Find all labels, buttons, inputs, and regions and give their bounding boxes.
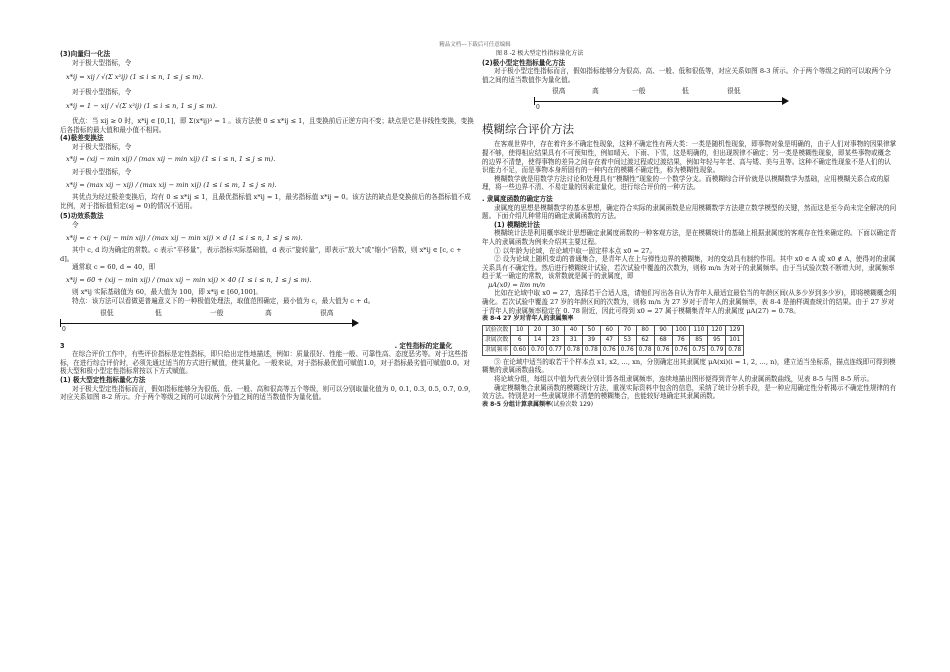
scale-zero: 0	[62, 325, 66, 333]
table-cell: 0.78	[636, 345, 654, 355]
s1-title: (1) 极大型定性指标量化方法	[60, 376, 146, 385]
frequency-table	[482, 325, 744, 356]
table-cell: 0.76	[654, 345, 672, 355]
min-type-scale-figure	[482, 87, 897, 119]
scale-r-origin-tick	[534, 97, 535, 105]
table-cell: 80	[636, 325, 654, 335]
table-cell: 0.76	[600, 345, 618, 355]
s4-formula-2: x*ij = (max xij − xij) / (max xij − min xij) (1 ≤ i ≤ m, 1 ≤ j ≤ n).	[66, 180, 277, 189]
table-cell: 20	[529, 325, 547, 335]
s3-large-text: 对于极大型指标，令	[72, 58, 132, 67]
s-def-number: 3	[60, 341, 65, 350]
table-cell: 0.75	[690, 345, 708, 355]
scale-axis	[60, 323, 352, 324]
table-cell: 6	[511, 335, 529, 345]
table-cell: 23	[547, 335, 565, 345]
table-cell: 62	[636, 335, 654, 345]
step-2-formula: μA(x0) = lim m/n	[488, 280, 546, 289]
step-3: ③ 在论域中适当的取若干个样本点 x1, x2, …, xn，分别确定出其隶属度 μA(xi)(i = 1, 2, …, n)，建立适当坐标系，描点连线即可得到模糊集的隶属函数曲线。	[482, 357, 896, 375]
main-section-title: 模糊综合评价方法	[482, 122, 574, 137]
membership-paragraph: 隶属度的思想是模糊数学的基本思想，确定符合实际的隶属函数是应用模糊数学方法建立数学模型的关键，然而这是至今尚未完全解决的问题。下面介绍几种常用的确定隶属函数的方法。	[482, 203, 897, 221]
s3-title: (3)向量归一化法	[60, 50, 111, 58]
table-8-4-caption: 表 8-4 27 岁对青年人的隶属频率	[482, 315, 574, 323]
table-cell: 0.70	[529, 345, 547, 355]
table-cell: 70	[618, 325, 636, 335]
s5-formula-1: x*ij = c + (xij − min xij) / (max xij − min xij) × d (1 ≤ i ≤ n, 1 ≤ j ≤ m).	[66, 233, 303, 242]
table-cell: 30	[547, 325, 565, 335]
s1-paragraph: 对于极大型定性指标而言，假如指标能够分为很低、低、一般、高和很高等五个等级，则可以分别取量化值为 0, 0.1, 0.3, 0.5, 0.7, 0.9，对应关系如图 8-2 所示。介于两个等级之间的可以取两个分值之间的适当数值作为量化值。	[60, 384, 475, 402]
table-cell: 40	[564, 325, 582, 335]
scale-label-5: 很高	[320, 308, 334, 317]
intro-paragraph-2: 模糊数学就是用数学方法讨论和处理具有“模糊性”现象的一个数学分支。而模糊综合评价就是以模糊数学为基础，应用模糊关系合成的原理，将一些边界不清、不易定量的因素定量化，进行综合评价的一种方法。	[482, 174, 890, 192]
table-cell: 39	[582, 335, 600, 345]
scale-r-axis	[534, 101, 782, 102]
table-8-5-title: 表 8-5 分组计算隶属频率	[482, 400, 552, 408]
membership-title: . 隶属度函数的确定方法	[482, 194, 553, 203]
scale-origin-tick	[60, 319, 61, 327]
s3-small-text: 对于极小型指标，令	[72, 87, 132, 96]
table-cell: 95	[708, 335, 726, 345]
table-cell: 68	[654, 335, 672, 345]
table-cell: 90	[654, 325, 672, 335]
max-type-scale-figure	[60, 309, 475, 339]
scale-r-label-4: 低	[682, 87, 689, 96]
fig-8-2-caption: 图 8 -2 极大型定性指标量化方法	[496, 50, 584, 57]
s5-tedian: 特点：该方法可以看做更普遍意义下的一种极值处理法，取值范围确定，最小值为 c，最大值为 c + d。	[72, 297, 375, 306]
table-cell: 0.78	[564, 345, 582, 355]
step-1: ① 以年龄为论域，在论域中取一固定样本点 x0 = 27。	[494, 246, 657, 255]
scale-r-zero: 0	[536, 104, 540, 112]
scale-r-label-3: 一般	[632, 87, 646, 96]
s-def-title	[60, 342, 475, 351]
table-row-hits	[483, 335, 744, 345]
table-cell: 60	[600, 325, 618, 335]
s4-small-text: 对于极小型指标，令	[72, 167, 132, 176]
table-cell: 31	[564, 335, 582, 345]
table-cell: 100	[672, 325, 690, 335]
s-def-paragraph: 在综合评价工作中，有些评价指标是定性指标，即只给出定性地描述，例如：质量很好、性能一般、可靠性高、态度恶劣等。对于这些指标，在进行综合评价时，必须先通过适当的方式进行赋值，使其量化。一般来说，对于指标最优值可赋值1.0，对于指标最劣值可赋值0.0。对极大型和极小型定性指标常按以下方式赋值。	[60, 350, 471, 376]
table-cell: 0.60	[511, 345, 529, 355]
s5-desc-1: 其中 c, d 均为确定的常数。c 表示“平移量”，表示指标实际基础值，d 表示“旋转量”，即表示“放大”或“缩小”倍数，则 x*ij ∈ [c, c + d]。	[60, 246, 462, 263]
table-cell: 120	[708, 325, 726, 335]
s3-formula-1: x*ij = xij / √(Σ x²ij) (1 ≤ i ≤ n, 1 ≤ j ≤ m).	[66, 73, 204, 82]
scale-r-label-2: 高	[592, 87, 599, 96]
s-def-title-text: . 定性指标的定量化	[394, 341, 453, 350]
table-cell: 129	[726, 325, 744, 335]
s4-formula-1: x*ij = (xij − min xij) / (max xij − min xij) (1 ≤ i ≤ n, 1 ≤ j ≤ m).	[66, 155, 276, 164]
s5-formula-2: x*ij = 60 + (xij − min xij) / (max xij − min xij) × 40 (1 ≤ i ≤ n, 1 ≤ j ≤ m).	[66, 275, 312, 284]
table-row-label: 试验次数	[483, 325, 511, 335]
fuzzy-stat-title: (1) 模糊统计法	[494, 220, 540, 229]
s4-merit: 其优点为经过极差变换后，均有 0 ≤ x*ij ≤ 1，且最优指标值 x*ij = 1，最劣指标值 x*ij = 0。该方法的缺点是变换前后的各指标值不成比例，对于指标值恒定(sj = 0)的情况不适用。	[60, 193, 471, 210]
table-cell: 110	[690, 325, 708, 335]
scale-r-arrow	[782, 97, 789, 105]
scale-label-1: 很低	[100, 308, 114, 317]
right-column	[482, 50, 897, 409]
table-row-label: 隶属频率	[483, 345, 511, 355]
s5-title: (5)功效系数法	[60, 212, 104, 221]
step-2-example: 比如在论域中取 x0 = 27，选择若干合适人选，请他们写出各自认为青年人最适宜最恰当的年龄区间(从多少岁到多少岁)，即将模糊概念明确化。若次试验中覆盖 27 岁的年龄区间的次数为，则称 m/n 为 27 岁对于青年人的隶属频率，表 8-4 是抽样调查统计的结果。由于 27 岁对于青年人的隶属频率稳定在 0. 78 附近，因此可得到 x0 = 27 属于模糊集青年人的隶属度 μA(27) = 0.78。	[482, 289, 897, 315]
s3-formula-2: x*ij = 1 − xij / √(Σ x²ij) (1 ≤ i ≤ n, 1 ≤ j ≤ m).	[66, 102, 218, 111]
s3-merit: 优点：当 xij ≥ 0 时，x*ij ∈ [0,1]，即 Σ(x*ij)² = 1 。该方法使 0 ≤ x*ij ≤ 1，且变换前后正逆方向不变；缺点是它是非线性变换，变换后各指标的最大值和最小值不相同。	[60, 116, 474, 134]
s2-title: (2)极小型定性指标量化方法	[482, 58, 566, 67]
table-cell: 47	[600, 335, 618, 345]
table-8-5-sub: (试验次数 129)	[551, 400, 594, 408]
table-cell: 0.78	[582, 345, 600, 355]
scale-r-label-5: 很低	[727, 87, 741, 96]
table-8-5-caption	[482, 401, 897, 410]
s5-desc-2: 则 x*ij 实际基础值为 60，最大值为 100，即 x*ij ∈ [60,100]。	[72, 288, 262, 297]
s4-large-text: 对于极大型指标，令	[72, 142, 132, 151]
scale-label-3: 一般	[210, 308, 224, 317]
table-cell: 50	[582, 325, 600, 335]
scale-r-label-1: 很高	[552, 87, 566, 96]
page-header: 精品文档---下载后可任意编辑	[439, 42, 511, 48]
scale-label-2: 低	[155, 308, 162, 317]
s4-title: (4)极差变换法	[60, 134, 104, 143]
step-3-paragraph-3: 确定模糊集合隶属函数的模糊统计方法，重视实际资料中包含的信息，采纳了统计分析手段，是一种应用确定性分析揭示不确定性规律的有效方法。特别是对一些隶属规律不清楚的模糊集合，也能较好地确定其隶属函数。	[482, 383, 897, 401]
table-cell: 0.77	[547, 345, 565, 355]
table-cell: 101	[726, 335, 744, 345]
fuzzy-stat-paragraph: 模糊统计法是利用概率统计思想确定隶属度函数的一种客观方法，是在模糊统计的基础上根据隶属度的客观存在性来确定的。下面以确定青年人的隶属函数为例来介绍其主要过程。	[482, 229, 897, 246]
table-cell: 0.76	[618, 345, 636, 355]
table-row-label: 隶属次数	[483, 335, 511, 345]
table-cell: 76	[672, 335, 690, 345]
table-cell: 85	[690, 335, 708, 345]
table-row-frequency	[483, 345, 744, 355]
table-row-trials	[483, 325, 744, 335]
table-cell: 0.76	[672, 345, 690, 355]
s5-tongchang: 通常取 c = 60, d = 40，即	[72, 263, 156, 272]
step-2: ② 设为论域上随机变动的普通集合，是青年人在上与弹性边界的模糊集，对的变动具有制约作用。其中 x0 ∈ A 或 x0 ∉ A，使得对的隶属关系具有不确定性。然后进行模糊统计试验，若次试验中覆盖的次数为，则称 m/n 为对于的隶属频率。由于当试验次数不断增大时，隶属频率趋于某一确定的常数，该常数就是属于的隶属度，即	[482, 255, 896, 281]
table-cell: 0.79	[708, 345, 726, 355]
table-cell: 10	[511, 325, 529, 335]
scale-arrow	[352, 319, 359, 327]
table-cell: 0.78	[726, 345, 744, 355]
step-3-paragraph-2: 将论域分组，每组以中值为代表分别计算各组隶属频率，连续地描出图形便得到青年人的隶属函数曲线，见表 8-5 与图 8-5 所示。	[494, 375, 874, 384]
scale-label-4: 高	[265, 308, 272, 317]
intro-paragraph-1: 在客观世界中，存在着许多不确定性现象，这种不确定性有两大类：一类是随机性现象，即事物对象是明确的，由于人们对事物的因果律掌握不够，使得相应结果具有不可预知性，例如晴天、下雨、下雪，这是明确的，但出现规律不确定；另一类是模糊性现象，即某些事物或概念的边界不清楚，使得事物的差异之间存在着中间过渡过程或过渡结果，例如年轻与年老、高与矮、美与丑等。这种不确定性现象不是人们的认识能力不足，而是事物本身所固有的一种内在的模糊不确定性，称为模糊性现象。	[482, 140, 897, 175]
s5-ling: 令	[72, 220, 79, 229]
s2-paragraph: 对于极小型定性指标而言，假如指标能够分为很高、高、一般、低和很低等，对应关系如图 8-3 所示。介于两个等级之间的可以取两个分值之间的适当数值作为量化值。	[482, 67, 892, 84]
left-column	[60, 50, 475, 402]
table-cell: 53	[618, 335, 636, 345]
table-cell: 14	[529, 335, 547, 345]
